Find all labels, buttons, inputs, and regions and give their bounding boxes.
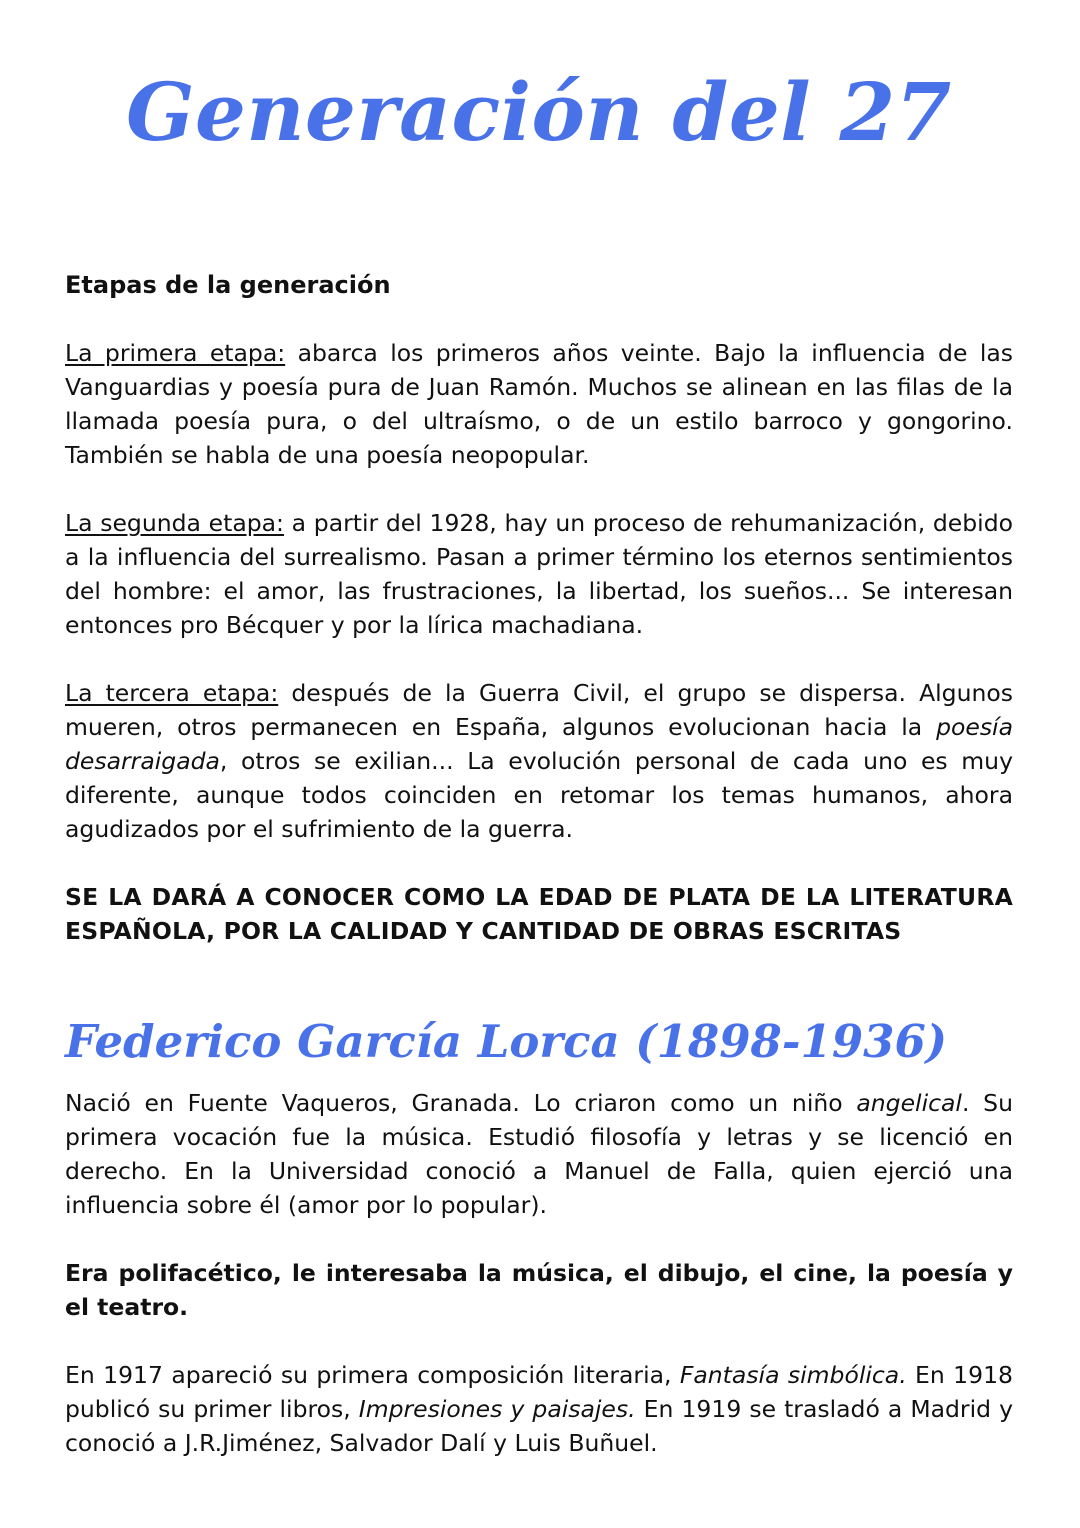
stage-1-paragraph <box>65 336 1013 472</box>
stage-3-text-after: , otros se exilian... La evolución personal de cada uno es muy diferente, aunque todos coinciden en retomar los temas humanos, ahora agudizados por el sufrimiento de la guerra. <box>65 747 1013 843</box>
stage-3-label: La tercera etapa: <box>65 679 279 707</box>
section-heading: Etapas de la generación <box>65 271 391 299</box>
page-title: Generación del 27 <box>126 65 952 159</box>
stage-3-emphasis: poesía desarraigada <box>65 713 1013 775</box>
work-title-1: Fantasía simbólica. <box>679 1361 907 1389</box>
stage-2-paragraph <box>65 506 1013 642</box>
bio-text-after: . Su primera vocación fue la música. Estudió filosofía y letras y se licenció en derecho. En la Universidad conoció a Manuel de Falla, quien ejerció una influencia sobre él (amor por lo popular). <box>65 1089 1013 1219</box>
stage-1-label: La primera etapa: <box>65 339 286 367</box>
work-title-2: Impresiones y paisajes. <box>358 1395 636 1423</box>
bio-text-before: Nació en Fuente Vaqueros, Granada. Lo criaron como un niño <box>65 1089 857 1117</box>
stage-3-text-before: después de la Guerra Civil, el grupo se dispersa. Algunos mueren, otros permanecen en España, algunos evolucionan hacia la <box>65 679 1014 741</box>
highlight-statement: SE LA DARÁ A CONOCER COMO LA EDAD DE PLATA DE LA LITERATURA ESPAÑOLA, POR LA CALIDAD Y CANTIDAD DE OBRAS ESCRITAS <box>65 883 1013 945</box>
author-works-paragraph <box>65 1358 1013 1460</box>
stage-3-paragraph <box>65 676 1013 846</box>
bio-emphasis: angelical <box>856 1089 962 1117</box>
author-interests: Era polifacético, le interesaba la música, el dibujo, el cine, la poesía y el teatro. <box>65 1259 1013 1321</box>
works-text-2: En 1918 publicó su primer libros, <box>65 1361 1013 1423</box>
author-bio-paragraph <box>65 1086 1013 1222</box>
author-title: Federico García Lorca (1898-1936) <box>65 1015 948 1068</box>
stage-2-text: a partir del 1928, hay un proceso de rehumanización, debido a la influencia del surrealismo. Pasan a primer término los eternos sentimientos del hombre: el amor, las frustraciones, la libertad, los sueños... Se interesan entonces pro Bécquer y por la lírica machadiana. <box>65 509 1013 639</box>
stage-2-label: La segunda etapa: <box>65 509 284 537</box>
stage-1-text: abarca los primeros años veinte. Bajo la influencia de las Vanguardias y poesía pura de Juan Ramón. Muchos se alinean en las filas de la llamada poesía pura, o del ultraísmo, o de un estilo barroco y gongorino. También se habla de una poesía neopopular. <box>65 339 1013 469</box>
works-text-1: En 1917 apareció su primera composición literaria, <box>65 1361 680 1389</box>
works-text-3: En 1919 se trasladó a Madrid y conoció a J.R.Jiménez, Salvador Dalí y Luis Buñuel. <box>65 1395 1013 1457</box>
